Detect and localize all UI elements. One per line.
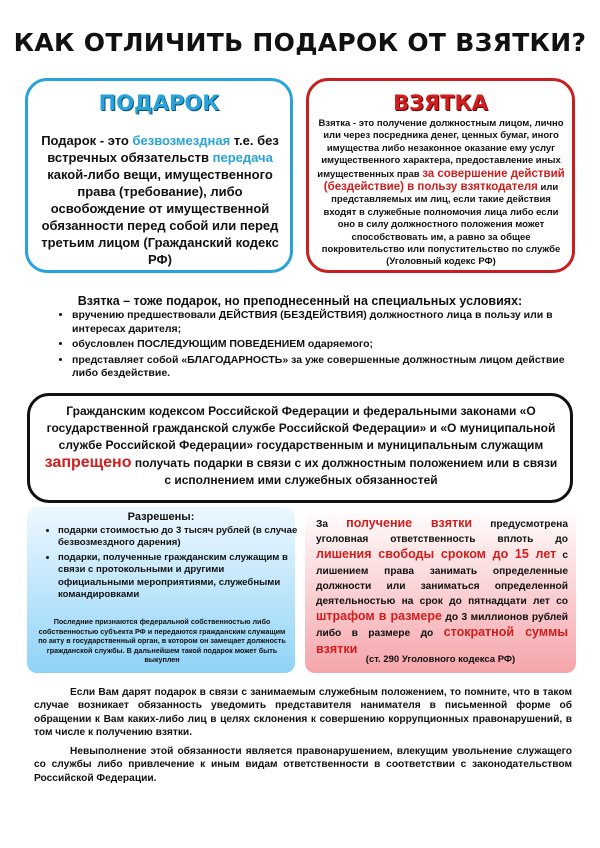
gift-text-part: т.е. без встречных обязательств xyxy=(47,133,279,165)
notice-paragraph: Если Вам дарят подарок в связи с занимаемым служебным положением, то помните, что в таком случае возникает обязанность уведомить представителя нанимателя в письменной форме об обращении к Вам каких-либо лиц в целях склонения к совершению коррупционных правонарушений, в том числе к получению взятки. xyxy=(34,687,572,738)
penalty-highlight: лишения свободы сроком до 15 лет xyxy=(316,547,557,562)
penalty-text-part: с лишением права занимать определенные должности или заниматься определенной деятельностью на срок до пятнадцати лет со xyxy=(316,550,568,608)
bribe-highlight: за совершение действий (бездействие) в пользу взяткодателя xyxy=(323,167,565,194)
allowed-list xyxy=(46,525,298,603)
list-item: • подарки стоимостью до 3 тысяч рублей (в случае безвозмездного дарения) xyxy=(58,525,298,550)
law-text xyxy=(40,403,562,489)
list-item: • подарки, полученные гражданским служащим в связи с протокольными и другими официальными мероприятиями, служебными командировками xyxy=(58,552,298,602)
gift-highlight-free: безвозмездная xyxy=(132,133,231,148)
penalty-text-part: предусмотрена уголовная ответственность вплоть до xyxy=(316,519,568,546)
penalty-highlight: получение взятки xyxy=(346,516,473,530)
penalty-reference: (ст. 290 Уголовного кодекса РФ) xyxy=(365,654,516,665)
list-item: • представляет собой «БЛАГОДАРНОСТЬ» за уже совершенные должностным лицом действие либо бездействие. xyxy=(72,354,592,381)
conditions-title: Взятка – тоже подарок, но преподнесенный на специальных условиях: xyxy=(77,294,523,308)
penalty-highlight: штрафом в размере xyxy=(316,609,442,624)
gift-heading: ПОДАРОК xyxy=(98,91,220,115)
bribe-text-part: Взятка - это получение должностным лицом, лично или через посредника денег, ценных бумаг, иного имущества либо незаконное оказание ему услуг имущественного характера, предоставление иных имущественных прав xyxy=(317,118,564,180)
allowed-note: Последние признаются федеральной собственностью либо собственностью субъекта РФ и передаются гражданским служащим по акту в государственный орган, в котором он замещает должность гражданской службы. В дальнейшем такой подарок может быть выкуплен xyxy=(38,617,286,665)
bribe-definition-text xyxy=(314,118,568,269)
bribe-heading: ВЗЯТКА xyxy=(393,91,488,115)
gift-highlight-transfer: передача xyxy=(212,150,273,165)
law-text-part: получать подарки в связи с их должностным положением или в связи с исполнением ими служебных обязанностей xyxy=(131,456,558,487)
law-prohibited-highlight: запрещено xyxy=(44,454,132,471)
notice-paragraph: Невыполнение этой обязанности является правонарушением, влекущим увольнение служащего со службы либо привлечение к иным видам ответственности в соответствии с законодательством Российской Федерации. xyxy=(34,746,572,784)
penalty-text xyxy=(316,516,568,658)
allowed-heading: Разрешены: xyxy=(127,511,195,523)
penalty-text-part: За xyxy=(316,519,347,530)
bribe-text-part: или представляемых им лиц, если такие действия входят в служебные полномочия лица либо если оно в силу должностного положения может способствовать им, а равно за общее покровительство или попустительство по службе (Уголовный кодекс РФ) xyxy=(321,182,561,268)
list-item: • вручению предшествовали ДЕЙСТВИЯ (БЕЗДЕЙСТВИЯ) должностного лица в пользу или в интересах дарителя; xyxy=(72,309,592,336)
list-item: • обусловлен ПОСЛЕДУЮЩИМ ПОВЕДЕНИЕМ одаряемого; xyxy=(72,338,592,352)
page-title: КАК ОТЛИЧИТЬ ПОДАРОК ОТ ВЗЯТКИ? xyxy=(13,28,587,57)
conditions-list xyxy=(52,309,592,383)
penalty-highlight: стократной суммы взятки xyxy=(316,625,568,656)
bottom-notice xyxy=(34,686,572,791)
gift-text-part: Подарок - это xyxy=(41,133,133,148)
law-text-part: Гражданским кодексом Российской Федерации и федеральными законами «О государственной гражданской службе Российской Федерации» и «О муниципальной службе Российской Федерации» государственным и муниципальным служащим xyxy=(46,404,556,452)
gift-text-part: какой-либо вещи, имущественного права (требование), либо освобождение от имущественной обязанности перед собой или перед третьим лицом (Гражданский кодекс РФ) xyxy=(41,167,279,267)
gift-definition-text xyxy=(35,132,285,268)
penalty-text-part: до 3 миллионов рублей либо в размере до xyxy=(316,612,568,640)
